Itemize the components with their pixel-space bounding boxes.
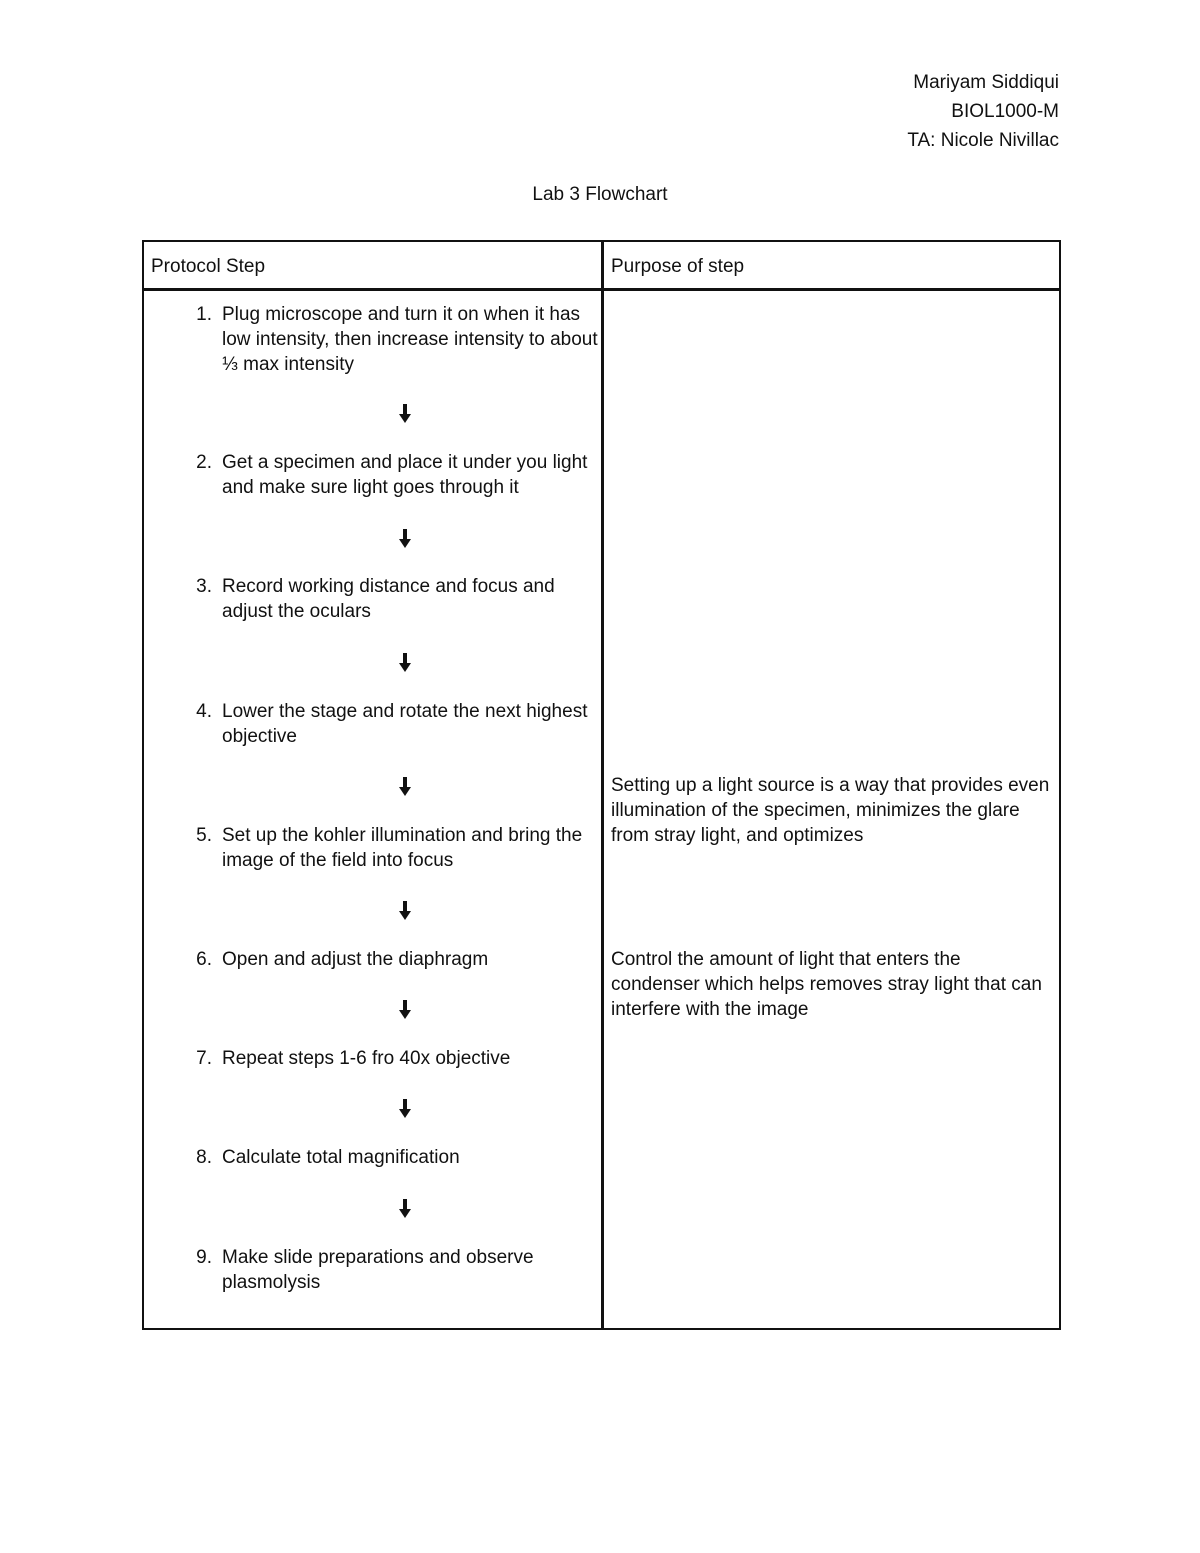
step-text: Plug microscope and turn it on when it has low intensity, then increase intensity to about ⅓ max intensity: [222, 304, 598, 375]
step-text: Get a specimen and place it under you light and make sure light goes through it: [222, 452, 588, 498]
step-text: Make slide preparations and observe plasmolysis: [222, 1247, 534, 1293]
step-number: 7.: [196, 1048, 212, 1069]
step-number: 9.: [196, 1247, 212, 1268]
step-number: 3.: [196, 576, 212, 597]
step-number: 2.: [196, 452, 212, 473]
down-arrow-icon: [398, 901, 412, 921]
header-divider: [142, 288, 1061, 291]
ta-name: TA: Nicole Nivillac: [907, 130, 1059, 151]
step-text: Record working distance and focus and adjust the oculars: [222, 576, 555, 622]
author-name: Mariyam Siddiqui: [913, 72, 1059, 93]
down-arrow-icon: [398, 777, 412, 797]
column-header-purpose: Purpose of step: [611, 256, 745, 277]
flowchart-table: [142, 240, 1061, 1330]
step-number: 4.: [196, 701, 212, 722]
purpose-step-6: Control the amount of light that enters the condenser which helps removes stray light that can interfere with the image: [611, 949, 1042, 1020]
column-divider: [601, 240, 604, 1330]
down-arrow-icon: [398, 404, 412, 424]
step-number: 1.: [196, 304, 212, 325]
document-header: [907, 68, 1059, 155]
step-text: Open and adjust the diaphragm: [222, 949, 489, 970]
step-number: 5.: [196, 825, 212, 846]
down-arrow-icon: [398, 653, 412, 673]
down-arrow-icon: [398, 529, 412, 549]
page-title: Lab 3 Flowchart: [532, 184, 668, 205]
course-code: BIOL1000-M: [951, 101, 1059, 122]
purpose-step-5: Setting up a light source is a way that provides even illumination of the specimen, minimizes the glare from stray light, and optimizes: [611, 775, 1050, 846]
step-text: Repeat steps 1-6 fro 40x objective: [222, 1048, 511, 1069]
down-arrow-icon: [398, 1099, 412, 1119]
column-header-protocol-step: Protocol Step: [151, 256, 266, 277]
step-text: Set up the kohler illumination and bring the image of the field into focus: [222, 825, 583, 871]
step-number: 8.: [196, 1147, 212, 1168]
down-arrow-icon: [398, 1000, 412, 1020]
down-arrow-icon: [398, 1199, 412, 1219]
step-number: 6.: [196, 949, 212, 970]
step-text: Lower the stage and rotate the next highest objective: [222, 701, 588, 747]
step-text: Calculate total magnification: [222, 1147, 460, 1168]
